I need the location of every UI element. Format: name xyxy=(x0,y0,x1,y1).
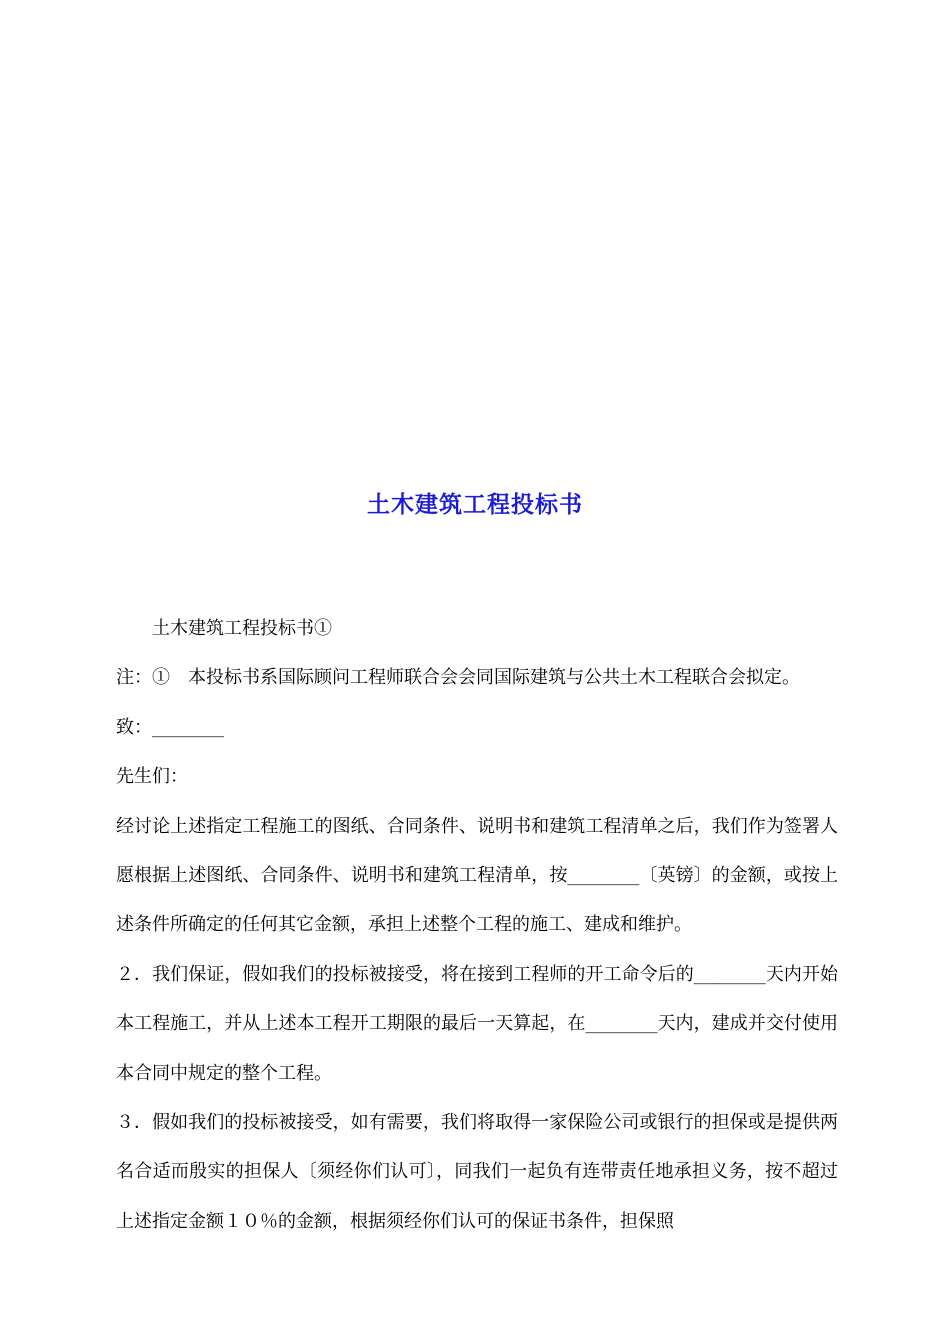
document-body xyxy=(116,604,838,1246)
salutation-line: 先生们： xyxy=(116,766,188,788)
note-paragraph: 注：① 本投标书系国际顾问工程师联合会会同国际建筑与公共土木工程联合会拟定。 xyxy=(116,667,800,689)
clause-2-paragraph: ２．我们保证，假如我们的投标被接受，将在接到工程师的开工命令后的________天内开始本工程施工，并从上述本工程开工期限的最后一天算起，在________天内，建成并交付使用本合同中规定的整个工程。 xyxy=(116,963,838,1084)
addressee-line: 致：________ xyxy=(116,716,224,738)
document-title: 土木建筑工程投标书 xyxy=(367,491,583,518)
clause-3-paragraph: ３．假如我们的投标被接受，如有需要，我们将取得一家保险公司或银行的担保或是提供两名合适而殷实的担保人〔须经你们认可〕，同我们一起负有连带责任地承担义务，按不超过上述指定金额１０％的金额，根据须经你们认可的保证书条件，担保照 xyxy=(116,1112,838,1232)
clause-1-paragraph: 经讨论上述指定工程施工的图纸、合同条件、说明书和建筑工程清单之后，我们作为签署人愿根据上述图纸、合同条件、说明书和建筑工程清单，按________〔英镑〕的金额，或按上述条件所确定的任何其它金额，承担上述整个工程的施工、建成和维护。 xyxy=(116,815,838,936)
subtitle-paragraph: 土木建筑工程投标书① xyxy=(152,618,332,639)
